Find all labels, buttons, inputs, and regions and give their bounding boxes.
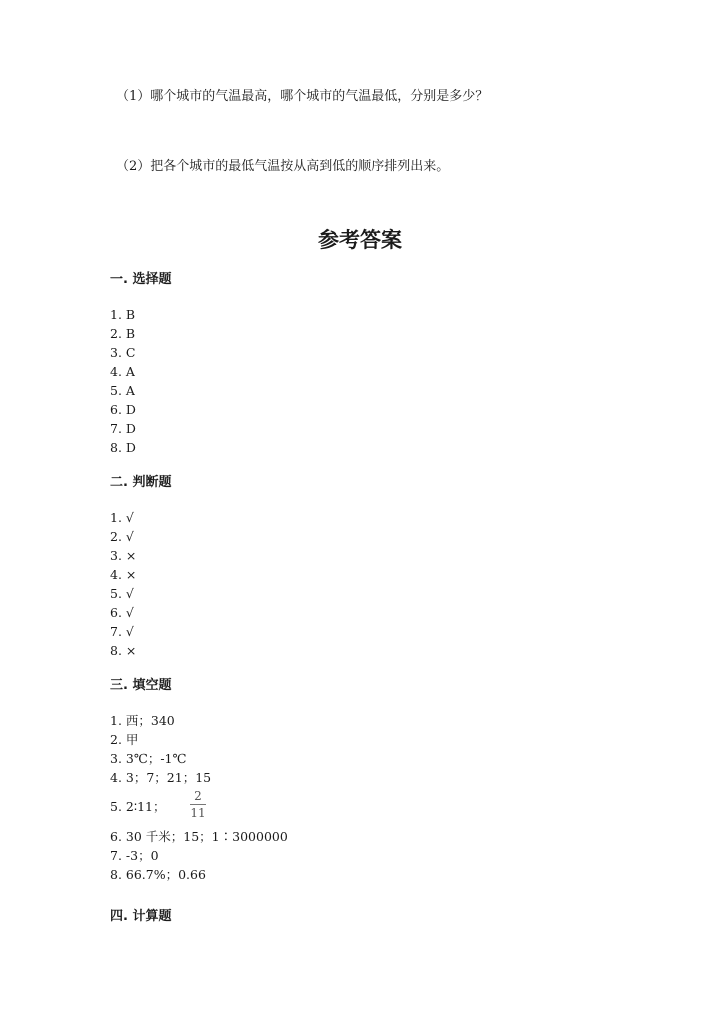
fraction-bar [190, 804, 206, 805]
list-item: 4. 3；7；21；15 [110, 770, 212, 785]
list-item: 7. D [110, 421, 136, 436]
list-item: 3. C [110, 345, 136, 360]
fill-answer-list [110, 711, 288, 884]
list-item: 4. A [110, 364, 135, 379]
list-item: 8. 66.7%；0.66 [110, 867, 206, 882]
list-item: 2. B [110, 326, 136, 341]
list-item: 2. √ [110, 529, 134, 544]
judge-answer-list [110, 508, 136, 660]
list-item: 4. × [110, 567, 137, 582]
list-item: 3. × [110, 548, 137, 563]
list-item: 8. × [110, 643, 137, 658]
section-heading-judge: 二. 判断题 [110, 475, 172, 490]
fraction-numerator: 2 [194, 789, 202, 803]
choice-answer-list [110, 305, 136, 457]
list-item: 6. D [110, 402, 136, 417]
list-item: 8. D [110, 440, 136, 455]
list-item: 5. √ [110, 586, 134, 601]
fraction [190, 789, 206, 820]
list-item: 1. √ [110, 510, 134, 525]
question-1: （1）哪个城市的气温最高，哪个城市的气温最低，分别是多少？ [116, 89, 489, 104]
list-item: 5. A [110, 383, 135, 398]
fraction-denominator: 11 [190, 806, 206, 820]
list-item [110, 789, 288, 827]
list-item: 1. 西；340 [110, 713, 175, 728]
list-item: 7. √ [110, 624, 134, 639]
list-item: 6. √ [110, 605, 134, 620]
fill-item-5-lead: 5. 2∶11； [110, 799, 166, 814]
section-heading-calc: 四. 计算题 [110, 909, 172, 924]
section-heading-fill: 三. 填空题 [110, 678, 172, 693]
list-item: 1. B [110, 307, 136, 322]
question-2: （2）把各个城市的最低气温按从高到低的顺序排列出来。 [116, 159, 450, 174]
list-item: 2. 甲 [110, 732, 139, 747]
list-item: 6. 30 千米；15；1∶3000000 [110, 829, 288, 844]
list-item: 7. -3；0 [110, 848, 159, 863]
answer-title: 参考答案 [318, 228, 402, 252]
list-item: 3. 3℃；-1℃ [110, 751, 187, 766]
section-heading-choice: 一. 选择题 [110, 272, 172, 287]
